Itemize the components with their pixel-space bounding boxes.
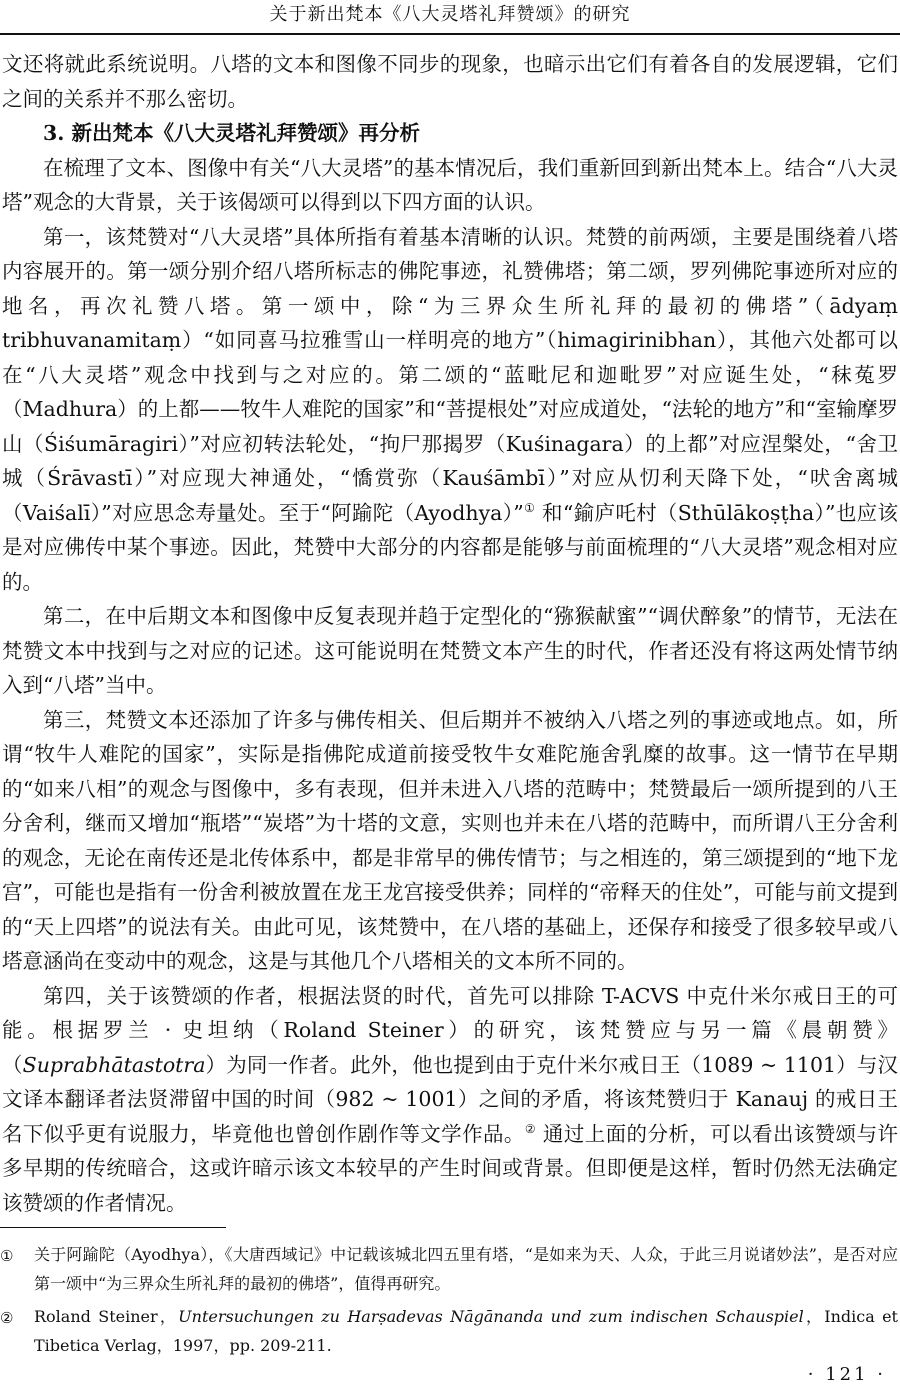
paragraph-first-point [2,220,898,600]
footnote-ref-1[interactable]: ① [523,500,536,515]
paragraph-intro: 在梳理了文本、图像中有关“八大灵塔”的基本情况后，我们重新回到新出梵本上。结合“八大灵塔”观念的大背景，关于该偈颂可以得到以下四方面的认识。 [2,155,898,214]
paragraph-fourth-point-text-c: 通过上面的分析，可以看出该赞颂与许多早期的传统暗合，这或许暗示该文本较早的产生时间或背景。但即便是这样，暂时仍然无法确定该赞颂的作者情况。 [2,1121,899,1215]
footnote-1-text: 关于阿踰陀（Ayodhya），《大唐西域记》中记载该城北四五里有塔，“是如来为天、人众，于此三月说诸妙法”，是否对应第一颂中“为三界众生所礼拜的最初的佛塔”，值得再研究。 [34,1245,898,1293]
footnote-2 [0,1302,898,1360]
footnote-1-mark: ① [0,1247,14,1265]
italic-title-suprabhatastotra: Suprabhātastotra [22,1052,206,1077]
paragraph-continuation: 文还将就此系统说明。八塔的文本和图像不同步的现象，也暗示出它们有着各自的发展逻辑，它们之间的关系并不那么密切。 [2,52,898,111]
footnotes [0,1240,898,1364]
paragraph-fourth-point [2,979,898,1221]
page-number: · 121 · [807,1364,886,1385]
paragraph-first-point-text-b: 和“鍮庐吒村（Sthūlākoṣṭha）”也应该是对应佛传中某个事迹。因此，梵赞中大部分的内容都是能够与前面梳理的“八大灵塔”观念相对应的。 [2,500,899,594]
footnote-2-book-title: Untersuchungen zu Harṣadevas Nāgānanda und zum indischen Schauspiel [178,1307,804,1326]
footnote-2-text-b: ，Indica et Tibetica Verlag，1997，pp. 209-211. [34,1307,898,1355]
header-rule [0,33,900,35]
main-text [2,47,898,1220]
footnote-ref-2[interactable]: ② [524,1121,536,1136]
footnote-2-text-a: Roland Steiner， [34,1307,179,1326]
paragraph-first-point-text-a: 第一，该梵赞对“八大灵塔”具体所指有着基本清晰的认识。梵赞的前两颂，主要是围绕着八塔内容展开的。第一颂分别介绍八塔所标志的佛陀事迹，礼赞佛塔；第二颂，罗列佛陀事迹所对应的地名，再次礼赞八塔。第一颂中，除“为三界众生所礼拜的最初的佛塔”（ādyaṃ tribhuvanamitaṃ）“如同喜马拉雅雪山一样明亮的地方”（himagirinibhan），其他六处都可以在“八大灵塔”观念中找到与之对应的。第二颂的“蓝毗尼和迦毗罗”对应诞生处，“秣菟罗（Madhura）的上都——牧牛人难陀的国家”和“菩提根处”对应成道处，“法轮的地方”和“室输摩罗山（Śiśumāragiri）”对应初转法轮处，“拘尸那揭罗（Kuśinagara）的上都”对应涅槃处，“舍卫城（Śrāvastī）”对应现大神通处，“憍赏弥（Kauśāmbī）”对应从忉利天降下处，“吠舍离城（Vaiśalī）”对应思念寿量处。至于“阿踰陀（Ayodhya）” [2,224,898,525]
footnote-2-mark: ② [0,1309,14,1327]
section-heading: 3. 新出梵本《八大灵塔礼拜赞颂》再分析 [43,121,421,145]
paragraph-second-point: 第二，在中后期文本和图像中反复表现并趋于定型化的“猕猴献蜜”“调伏醉象”的情节，无法在梵赞文本中找到与之对应的记述。这可能说明在梵赞文本产生的时代，作者还没有将这两处情节纳入到“八塔”当中。 [2,604,898,697]
running-header: 关于新出梵本《八大灵塔礼拜赞颂》的研究 [269,4,631,25]
paragraph-fourth-point-text-a: 第四，关于该赞颂的作者，根据法贤的时代，首先可以排除 T-ACVS 中克什米尔戒日王的可能。根据罗兰 · 史坦纳（Roland Steiner）的研究，该梵赞应与另一篇《晨朝赞》（ [2,983,898,1077]
paragraph-fourth-point-text-b: ）为同一作者。此外，他也提到由于克什米尔戒日王（1089 ~ 1101）与汉文译本翻译者法贤滞留中国的时间（982 ~ 1001）之间的矛盾，将该梵赞归于 Kanauj 的戒日王名下似乎更有说服力，毕竟他也曾创作剧作等文学作品。 [2,1052,898,1146]
paragraph-third-point: 第三，梵赞文本还添加了许多与佛传相关、但后期并不被纳入八塔之列的事迹或地点。如，所谓“牧牛人难陀的国家”，实际是指佛陀成道前接受牧牛女难陀施舍乳糜的故事。这一情节在早期的“如来八相”的观念与图像中，多有表现，但并未进入八塔的范畴中；梵赞最后一颂所提到的八王分舍利，继而又增加“瓶塔”“炭塔”为十塔的文意，实则也并未在八塔的范畴中，而所谓八王分舍利的观念，无论在南传还是北传体系中，都是非常早的佛传情节；与之相连的，第三颂提到的“地下龙宫”，可能也是指有一份舍利被放置在龙王龙宫接受供养；同样的“帝释天的住处”，可能与前文提到的“天上四塔”的说法有关。由此可见，该梵赞中，在八塔的基础上，还保存和接受了很多较早或八塔意涵尚在变动中的观念，这是与其他几个八塔相关的文本所不同的。 [2,707,898,973]
footnote-rule [0,1227,226,1228]
footnote-1 [0,1240,898,1298]
